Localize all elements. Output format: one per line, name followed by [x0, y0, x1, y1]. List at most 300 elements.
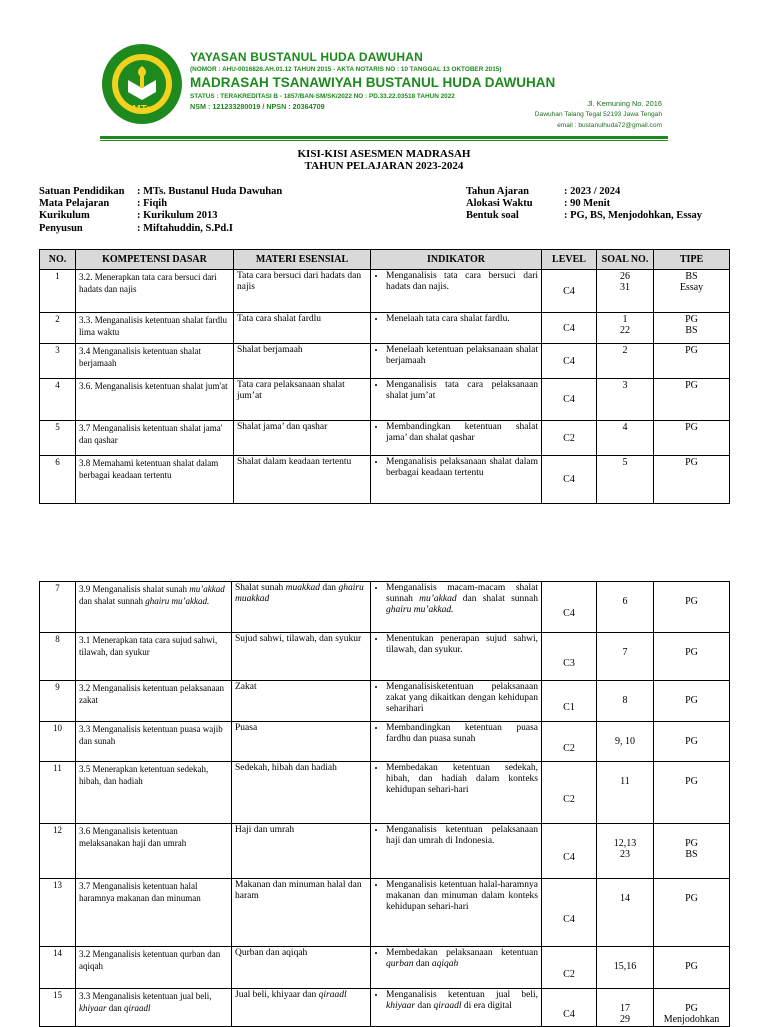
- cell-text: Menelaah ketentuan pelaksanaan shalat berjamaah: [386, 345, 538, 366]
- materi-esensial: [234, 379, 371, 421]
- cell-text: C4: [563, 1008, 575, 1020]
- address-line-1: Jl. Kemuning No. 2016: [587, 99, 662, 108]
- indikator-bullet: [386, 634, 538, 656]
- indikator-bullet: [386, 583, 538, 616]
- meta-value: : Miftahuddin, S.Pd.I: [137, 222, 233, 234]
- cell-text: 3.2 Menganalisis ketentuan pelaksanaan zakat: [79, 683, 224, 705]
- header-indikator: INDIKATOR: [371, 250, 542, 270]
- soal-no: [597, 762, 654, 824]
- indikator-bullet: [386, 457, 538, 479]
- level: [542, 824, 597, 879]
- level: [542, 379, 597, 421]
- table-row: [40, 681, 730, 722]
- meta-value: : MTs. Bustanul Huda Dawuhan: [137, 186, 283, 197]
- cell-text: Qurban dan aqiqah: [235, 948, 308, 958]
- indikator: [371, 456, 542, 504]
- meta-value: : Fiqih: [137, 198, 168, 210]
- kompetensi-dasar: [76, 379, 234, 421]
- cell-text: Membedakan pelaksanaan ketentuan: [386, 948, 538, 958]
- level: [542, 344, 597, 379]
- school-name: MADRASAH TSANAWIYAH BUSTANUL HUDA DAWUHAN: [190, 75, 556, 90]
- indikator-bullet: [386, 880, 538, 913]
- indikator: [371, 989, 542, 1027]
- tipe: [654, 947, 730, 989]
- cell-text: 1: [55, 271, 60, 281]
- cell-text: Menganalisis pelaksanaan shalat dalam berbagai keadaan tertentu: [386, 457, 538, 478]
- table-row: [40, 989, 730, 1027]
- cell-text: Menelaah tata cara shalat fardlu.: [386, 314, 510, 324]
- kompetensi-dasar: [76, 344, 234, 379]
- soal-no: [597, 989, 654, 1027]
- header-kd: KOMPETENSI DASAR: [76, 250, 234, 270]
- cell-text: 3: [55, 345, 60, 355]
- level: [542, 762, 597, 824]
- indikator-bullet: [386, 271, 538, 293]
- cell-text: C4: [563, 474, 575, 485]
- indikator: [371, 681, 542, 722]
- soal-no: [597, 313, 654, 344]
- cell-text: 3.3 Menganalisis ketentuan jual beli,: [79, 991, 212, 1001]
- row-number: [40, 947, 76, 989]
- materi-esensial: [234, 344, 371, 379]
- cell-text: 4: [55, 380, 60, 390]
- table-row: [40, 313, 730, 344]
- cell-text: PG BS: [685, 838, 698, 860]
- level: [542, 989, 597, 1027]
- cell-text: 5: [622, 457, 628, 468]
- indikator: [371, 270, 542, 313]
- cell-text: 3.3 Menganalisis ketentuan puasa wajib dan sunah: [79, 724, 223, 746]
- kompetensi-dasar: [76, 989, 232, 1027]
- row-number: [40, 344, 76, 379]
- cell-text: 10: [53, 723, 62, 733]
- materi-esensial: [234, 456, 371, 504]
- tipe: [654, 879, 730, 947]
- table-row: [40, 582, 730, 633]
- cell-text: Tata cara pelaksanaan shalat jum’at: [237, 380, 345, 401]
- cell-text: C4: [563, 355, 575, 367]
- kompetensi-dasar: [76, 270, 234, 313]
- cell-text: PG: [685, 893, 698, 904]
- cell-text: Sedekah, hibah dan hadiah: [235, 763, 337, 773]
- cell-text: Tata cara bersuci dari hadats dan najis: [237, 271, 362, 292]
- table-row: [40, 824, 730, 879]
- cell-text: C3: [563, 657, 575, 669]
- cell-text: PG: [685, 961, 698, 972]
- soal-no: [597, 379, 654, 421]
- cell-text: 3.5 Menerapkan ketentuan sedekah, hibah, dan hadiah: [79, 764, 209, 786]
- nsm-npsn: NSM : 121233280019 / NPSN : 20364709: [190, 102, 325, 111]
- email-text: email : bustanulhuda72@gmail.com: [557, 122, 662, 129]
- logo-text: MTs: [132, 104, 152, 115]
- cell-text: 3.6. Menganalisis ketentuan shalat jum'at: [79, 381, 228, 391]
- materi-esensial: [232, 582, 371, 633]
- cell-text: PG: [685, 345, 698, 356]
- cell-text: Zakat: [235, 682, 257, 692]
- cell-text: 9, 10: [615, 736, 635, 747]
- meta-label: Penyusun: [39, 222, 83, 234]
- cell-text: Makanan dan minuman halal dan haram: [235, 880, 362, 901]
- row-number: [40, 313, 76, 344]
- table-row: [40, 379, 730, 421]
- cell-text: aqiqah: [431, 959, 459, 969]
- row-number: [40, 379, 76, 421]
- materi-esensial: [232, 762, 371, 824]
- header-tipe: TIPE: [654, 250, 730, 270]
- cell-text: 11: [53, 763, 62, 773]
- cell-text: 7: [622, 647, 628, 658]
- cell-text: Menganalisis ketentuan jual beli,: [386, 990, 538, 1000]
- cell-text: Tata cara shalat fardlu: [237, 314, 321, 324]
- cell-text: 3.4 Menganalisis ketentuan shalat berjamaah: [79, 346, 201, 368]
- cell-text: mu’akkad: [189, 584, 225, 594]
- cell-text: 6: [55, 457, 60, 467]
- header-materi: MATERI ESENSIAL: [234, 250, 371, 270]
- tipe: [654, 270, 730, 313]
- row-number: [40, 762, 76, 824]
- cell-text: PG BS: [685, 314, 698, 336]
- cell-text: 3.3. Menganalisis ketentuan shalat fardlu lima waktu: [79, 315, 227, 337]
- meta-left: [39, 186, 282, 235]
- cell-text: dan: [415, 959, 430, 969]
- cell-text: PG: [685, 596, 698, 607]
- soal-no: [597, 879, 654, 947]
- table-row: [40, 947, 730, 989]
- cell-text: qiraadl: [124, 1003, 151, 1013]
- table-row: [40, 421, 730, 456]
- cell-text: Shalat sunah: [235, 583, 284, 593]
- header-no: NO.: [40, 250, 76, 270]
- indikator-bullet: [386, 380, 538, 402]
- foundation-name: YAYASAN BUSTANUL HUDA DAWUHAN: [190, 50, 423, 64]
- indikator-bullet: [386, 723, 538, 745]
- table-row: [40, 762, 730, 824]
- table-row: [40, 722, 730, 762]
- cell-text: C2: [563, 968, 575, 980]
- cell-text: Menganalisis tata cara pelaksanaan shalat jum’at: [386, 380, 538, 401]
- meta-value: : PG, BS, Menjodohkan, Essay: [564, 210, 702, 222]
- kompetensi-dasar: [76, 421, 234, 456]
- cell-text: 4: [622, 422, 628, 433]
- level: [542, 681, 597, 722]
- cell-text: 7: [55, 583, 60, 593]
- materi-esensial: [232, 722, 371, 762]
- cell-text: ghairu mu’akkad.: [145, 596, 210, 606]
- level: [542, 313, 597, 344]
- table-row: [40, 456, 730, 504]
- indikator: [371, 379, 542, 421]
- cell-text: di era digital: [463, 1001, 512, 1011]
- document-subtitle: TAHUN PELAJARAN 2023-2024: [304, 160, 464, 172]
- cell-text: 3.6 Menganalisis ketentuan melaksanakan haji dan umrah: [79, 826, 187, 848]
- cell-text: Menganalisis ketentuan pelaksanaan haji dan umrah di Indonesia.: [386, 825, 538, 846]
- materi-esensial: [232, 681, 371, 722]
- materi-esensial: [234, 421, 371, 456]
- tipe: [654, 633, 730, 681]
- cell-text: Jual beli, khiyaar dan: [235, 990, 317, 1000]
- school-address: [535, 98, 662, 131]
- cell-text: dan: [417, 1001, 432, 1011]
- cell-text: PG: [685, 380, 698, 391]
- cell-text: Menganalisis macam-macam shalat sunnah: [386, 583, 538, 604]
- level: [542, 633, 597, 681]
- cell-text: ghairu muakkad: [235, 583, 364, 604]
- cell-text: 14: [620, 893, 630, 904]
- kompetensi-dasar: [76, 722, 232, 762]
- cell-text: Shalat jama’ dan qashar: [237, 422, 328, 432]
- cell-text: qiraadl: [318, 990, 347, 1000]
- indikator-bullet: [386, 763, 538, 796]
- cell-text: 3.7 Menganalisis ketentuan halal haramnya makanan dan minuman: [79, 881, 201, 903]
- row-number: [40, 582, 76, 633]
- meta-label: Bentuk soal: [466, 210, 519, 222]
- cell-text: 12,13 23: [613, 838, 637, 860]
- cell-text: 13: [53, 880, 62, 890]
- row-number: [40, 989, 76, 1027]
- level: [542, 722, 597, 762]
- tipe: [654, 824, 730, 879]
- cell-text: qiraadl: [433, 1001, 462, 1011]
- cell-text: PG: [685, 695, 698, 706]
- materi-esensial: [232, 879, 371, 947]
- cell-text: Menganalisisketentuan pelaksanaan zakat yang dikaitkan dengan kehidupan seharihari: [386, 682, 538, 714]
- kompetensi-dasar: [76, 879, 232, 947]
- letterhead: [100, 40, 668, 140]
- table-row: [40, 344, 730, 379]
- soal-no: [597, 722, 654, 762]
- kompetensi-dasar: [76, 456, 234, 504]
- indikator-bullet: [386, 314, 538, 325]
- materi-esensial: [232, 989, 371, 1027]
- indikator-bullet: [386, 948, 538, 970]
- table-row: [40, 633, 730, 681]
- cell-text: C1: [563, 702, 575, 713]
- level: [542, 879, 597, 947]
- indikator-bullet: [386, 825, 538, 847]
- header-level: LEVEL: [542, 250, 597, 270]
- cell-text: 3.2 Menganalisis ketentuan qurban dan aqiqah: [79, 949, 221, 971]
- cell-text: Shalat dalam keadaan tertentu: [237, 457, 352, 467]
- cell-text: BS Essay: [679, 271, 704, 293]
- row-number: [40, 421, 76, 456]
- cell-text: Menentukan penerapan sujud sahwi, tilawah, dan syukur.: [386, 634, 538, 655]
- indikator: [371, 824, 542, 879]
- cell-text: ghairu mu’akkad.: [386, 605, 454, 615]
- materi-esensial: [234, 313, 371, 344]
- header-soal: SOAL NO.: [597, 250, 654, 270]
- cell-text: dan: [108, 1003, 122, 1013]
- cell-text: Membandingkan ketentuan shalat jama’ dan shalat qashar: [386, 422, 538, 443]
- indikator: [371, 947, 542, 989]
- cell-text: C2: [563, 742, 575, 754]
- level: [542, 270, 597, 313]
- cell-text: dan shalat sunnah: [462, 594, 538, 604]
- cell-text: Sujud sahwi, tilawah, dan syukur: [235, 634, 362, 644]
- indikator: [371, 879, 542, 947]
- accreditation-status: STATUS : TERAKREDITASI B - 1857/BAN-SM/SK/2022 NO : PD.33.22.03518 TAHUN 2022: [190, 93, 455, 100]
- cell-text: 3.8 Memahami ketentuan shalat dalam berbagai keadaan tertentu: [79, 458, 219, 480]
- cell-text: PG: [685, 647, 698, 658]
- tipe: [654, 681, 730, 722]
- indikator: [371, 421, 542, 456]
- meta-label: Mata Pelajaran: [39, 198, 110, 210]
- cell-text: dan shalat sunnah: [79, 596, 143, 606]
- table-header-row: [40, 250, 730, 270]
- cell-text: C2: [563, 432, 575, 444]
- letterhead-rule-thin: [100, 140, 668, 141]
- materi-esensial: [232, 824, 371, 879]
- soal-no: [597, 681, 654, 722]
- legal-number: (NOMOR : AHU-0016826.AH.01.12 TAHUN 2015 - AKTA NOTARIS NO : 10 TANGGAL 13 OKTOBER 2015): [190, 66, 502, 73]
- cell-text: C4: [563, 322, 575, 334]
- cell-text: C4: [563, 608, 575, 619]
- table-body-page2: [40, 582, 730, 1027]
- cell-text: 11: [620, 776, 630, 787]
- indikator-bullet: [386, 682, 538, 715]
- school-logo: [100, 42, 184, 126]
- kompetensi-dasar: [76, 762, 232, 824]
- letterhead-rule-thick: [100, 136, 668, 139]
- cell-text: 15,16: [613, 961, 637, 972]
- tipe: [654, 344, 730, 379]
- cell-text: 3.7 Menganalisis ketentuan shalat jama' dan qashar: [79, 423, 223, 445]
- soal-no: [597, 456, 654, 504]
- cell-text: 9: [55, 682, 60, 692]
- materi-esensial: [232, 947, 371, 989]
- soal-no: [597, 824, 654, 879]
- materi-esensial: [232, 633, 371, 681]
- kompetensi-dasar: [76, 313, 234, 344]
- indikator: [371, 722, 542, 762]
- cell-text: Shalat berjamaah: [237, 345, 303, 355]
- tipe: [654, 762, 730, 824]
- indikator-bullet: [386, 422, 538, 444]
- kompetensi-dasar: [76, 824, 232, 879]
- cell-text: mu’akkad: [419, 594, 457, 604]
- cell-text: 8: [55, 634, 60, 644]
- cell-text: Haji dan umrah: [235, 825, 295, 835]
- cell-text: PG: [685, 422, 698, 433]
- meta-right: [466, 186, 702, 223]
- cell-text: C2: [563, 793, 575, 805]
- cell-text: Membedakan ketentuan sedekah, hibah, dan hadiah dalam konteks kehidupan sehari-hari: [386, 763, 538, 795]
- row-number: [40, 633, 76, 681]
- cell-text: 3.9 Menganalisis shalat sunah: [79, 584, 187, 594]
- cell-text: 14: [53, 948, 62, 958]
- level: [542, 456, 597, 504]
- soal-no: [597, 344, 654, 379]
- cell-text: 3.1 Menerapkan tata cara sujud sahwi, tilawah, dan syukur: [79, 635, 218, 657]
- tipe: [654, 379, 730, 421]
- meta-value: : 90 Menit: [564, 198, 611, 210]
- soal-no: [597, 947, 654, 989]
- meta-value: : Kurikulum 2013: [137, 210, 218, 222]
- kisi-table-page1: [39, 249, 730, 504]
- cell-text: dan: [322, 583, 337, 593]
- cell-text: khiyaar: [386, 1001, 416, 1011]
- row-number: [40, 270, 76, 313]
- address-line-2: Dawuhan Talang Tegal 52193 Jawa Tengah: [534, 111, 662, 118]
- meta-label: Satuan Pendidikan: [39, 186, 125, 197]
- cell-text: 6: [622, 596, 628, 607]
- cell-text: 12: [53, 825, 62, 835]
- cell-text: PG: [685, 736, 698, 747]
- meta-label: Tahun Ajaran: [466, 186, 529, 197]
- tipe: [654, 313, 730, 344]
- indikator: [371, 344, 542, 379]
- meta-value: : 2023 / 2024: [564, 186, 621, 197]
- cell-text: C4: [563, 852, 575, 863]
- indikator: [371, 633, 542, 681]
- cell-text: Menganalisis tata cara bersuci dari hadats dan najis.: [386, 271, 538, 292]
- row-number: [40, 824, 76, 879]
- cell-text: PG: [685, 776, 698, 787]
- kompetensi-dasar: [76, 681, 232, 722]
- soal-no: [597, 582, 654, 633]
- indikator: [371, 762, 542, 824]
- indikator: [371, 313, 542, 344]
- indikator-bullet: [386, 990, 538, 1012]
- cell-text: Puasa: [235, 723, 258, 733]
- cell-text: PG Menjodohkan: [663, 1003, 720, 1025]
- meta-label: Kurikulum: [39, 210, 90, 222]
- level: [542, 947, 597, 989]
- cell-text: C4: [563, 394, 575, 405]
- cell-text: khiyaar: [79, 1003, 107, 1013]
- indikator: [371, 582, 542, 633]
- cell-text: qurban: [386, 959, 414, 969]
- cell-text: muakkad: [285, 583, 320, 593]
- cell-text: Menganalisis ketentuan halal-haramnya makanan dan minuman dalam konteks kehidupan sehari-hari: [386, 880, 538, 912]
- tipe: [654, 456, 730, 504]
- cell-text: 26 31: [620, 271, 630, 293]
- row-number: [40, 681, 76, 722]
- table-body-page1: [40, 270, 730, 504]
- cell-text: 3.2. Menerapkan tata cara bersuci dari hadats dan najis: [79, 272, 217, 294]
- soal-no: [597, 633, 654, 681]
- cell-text: PG: [685, 457, 698, 468]
- materi-esensial: [234, 270, 371, 313]
- cell-text: 17 29: [620, 1003, 630, 1025]
- tipe: [654, 421, 730, 456]
- kompetensi-dasar: [76, 582, 232, 633]
- cell-text: 5: [55, 422, 60, 432]
- tipe: [654, 989, 730, 1027]
- tipe: [654, 582, 730, 633]
- row-number: [40, 879, 76, 947]
- row-number: [40, 456, 76, 504]
- soal-no: [597, 270, 654, 313]
- soal-no: [597, 421, 654, 456]
- cell-text: Membandingkan ketentuan puasa fardhu dan puasa sunah: [386, 723, 538, 744]
- tipe: [654, 722, 730, 762]
- cell-text: C4: [563, 913, 575, 925]
- cell-text: 8: [622, 695, 628, 706]
- kompetensi-dasar: [76, 947, 232, 989]
- kompetensi-dasar: [76, 633, 232, 681]
- table-row: [40, 879, 730, 947]
- cell-text: 2: [55, 314, 60, 324]
- level: [542, 582, 597, 633]
- cell-text: 3: [622, 380, 628, 391]
- cell-text: 2: [622, 345, 628, 356]
- cell-text: 15: [53, 990, 62, 1000]
- indikator-bullet: [386, 345, 538, 367]
- document-title: KISI-KISI ASESMEN MADRASAH: [297, 148, 471, 160]
- row-number: [40, 722, 76, 762]
- cell-text: C4: [563, 285, 575, 297]
- kisi-table-page2: [39, 581, 730, 1027]
